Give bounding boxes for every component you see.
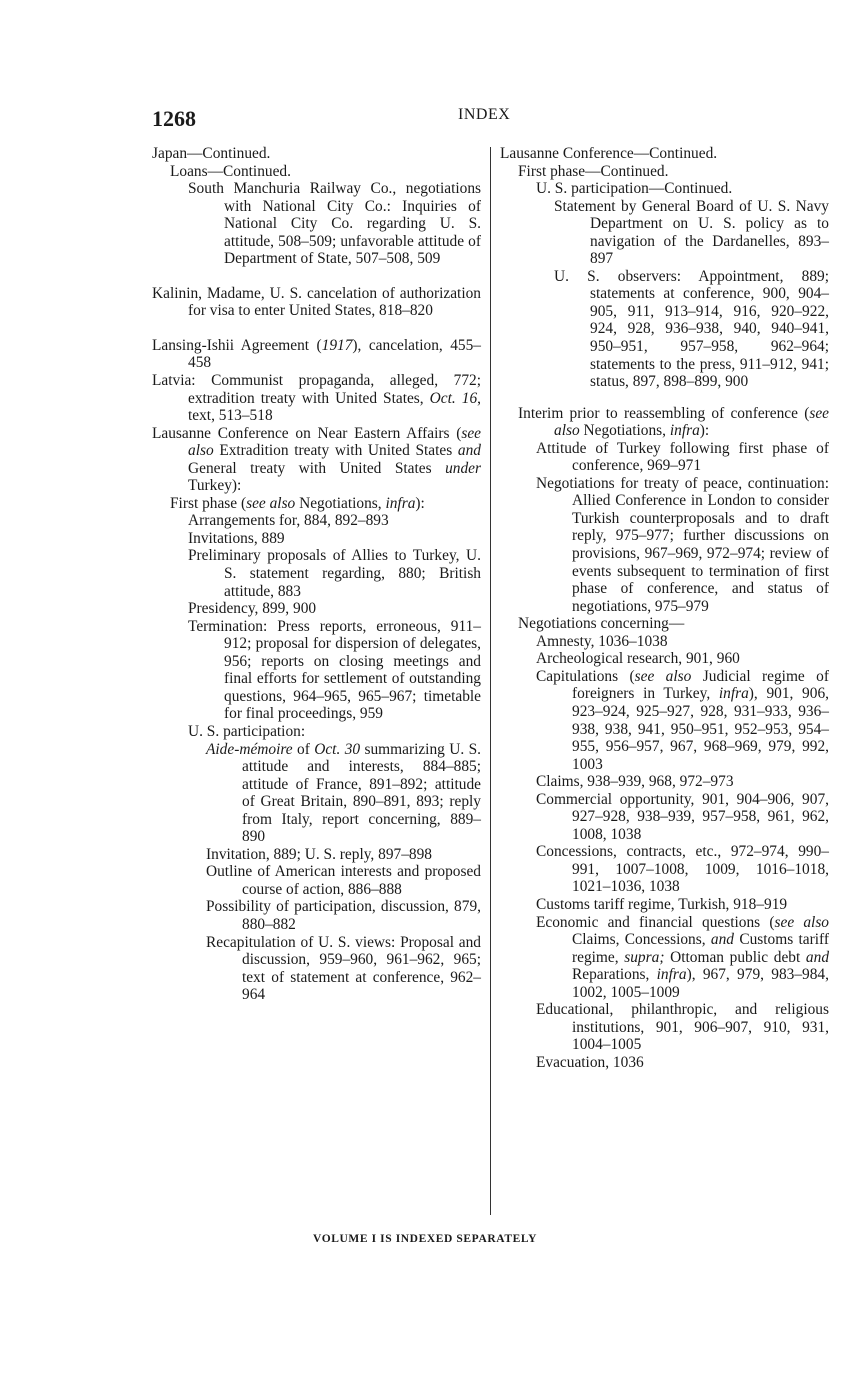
index-entry: Lansing-Ishii Agreement (1917), cancelation, 455–458 (152, 336, 481, 372)
index-entry: Attitude of Turkey following first phase of conference, 969–971 (536, 439, 829, 475)
index-entry: Interim prior to reassembling of conference (see also Negotiations, infra): (518, 404, 829, 440)
index-entry: Recapitulation of U. S. views: Proposal and discussion, 959–960, 961–962, 965; text of statement at conference, 962–964 (206, 933, 481, 1004)
index-entry: Termination: Press reports, erroneous, 911–912; proposal for dispersion of delegates, 956; reports on closing meetings and final efforts for settlement of outstanding questions, 964–965, 965–967; timetable for final proceedings, 959 (188, 617, 481, 723)
index-entry: U. S. observers: Appointment, 889; statements at conference, 900, 904–905, 911, 913–914, 916, 920–922, 924, 928, 936–938, 940, 940–941, 950–951, 957–958, 962–964; statements to the press, 911–912, 941; status, 897, 898–899, 900 (554, 267, 829, 391)
index-entry: Arrangements for, 884, 892–893 (188, 512, 389, 530)
index-entry: U. S. participation—Continued. (536, 180, 733, 198)
index-entry: Economic and financial questions (see also Claims, Concessions, and Customs tariff regime, supra; Ottoman public debt and Reparations, infra), 967, 979, 983–984, 1002, 1005–1009 (536, 913, 830, 1001)
page-number: 1268 (152, 106, 196, 131)
index-entry: Possibility of participation, discussion, 879, 880–882 (206, 898, 481, 933)
index-entry: Commercial opportunity, 901, 904–906, 907, 927–928, 938–939, 957–958, 961, 962, 1008, 1038 (536, 790, 829, 843)
index-entry: Lausanne Conference on Near Eastern Affairs (see also Extradition treaty with United States and General treaty with United States under Turkey): (152, 424, 481, 495)
footer-note: VOLUME I IS INDEXED SEPARATELY (313, 1233, 537, 1245)
running-head: INDEX (458, 106, 511, 123)
entry-spacer (500, 391, 829, 405)
index-entry: Invitation, 889; U. S. reply, 897–898 (206, 845, 432, 863)
index-entry: Presidency, 899, 900 (188, 600, 317, 618)
index-entry: South Manchuria Railway Co., negotiations with National City Co.: Inquiries of National City Co. regarding U. S. attitude, 508–509; unfavorable attitude of Department of State, 507–508, 509 (188, 180, 481, 268)
index-entry: Capitulations (see also Judicial regime of foreigners in Turkey, infra), 901, 906, 923–924, 925–927, 928, 931–933, 936–938, 938, 941, 950–951, 952–953, 954–955, 956–957, 967, 968–969, 979, 992, 1003 (536, 667, 829, 773)
index-entry: Educational, philanthropic, and religious institutions, 901, 906–907, 910, 931, 1004–1005 (536, 1001, 829, 1054)
index-entry: Lausanne Conference—Continued. (500, 145, 718, 162)
index-entry: Negotiations concerning— (518, 615, 685, 633)
index-entry: Claims, 938–939, 968, 972–973 (536, 773, 734, 791)
index-entry: Negotiations for treaty of peace, continuation: Allied Conference in London to consider Turkish counterproposals and to draft reply, 975–977; further discussions on provisions, 967–969, 972–974; review of events subsequent to termination of first phase of conference, and status of negotiations, 975–979 (536, 474, 829, 615)
index-entry: Japan—Continued. (152, 145, 271, 162)
left-index-column (152, 145, 481, 1004)
index-entry: Kalinin, Madame, U. S. cancelation of authorization for visa to enter United States, 818–820 (152, 284, 481, 320)
column-divider (490, 147, 491, 1215)
entry-spacer (152, 268, 481, 285)
index-entry: First phase—Continued. (518, 162, 669, 180)
right-index-column (500, 145, 829, 1071)
index-entry: Customs tariff regime, Turkish, 918–919 (536, 895, 788, 913)
index-entry: Invitations, 889 (188, 529, 285, 547)
index-entry: Loans—Continued. (170, 162, 291, 180)
index-entry: Preliminary proposals of Allies to Turkey, U. S. statement regarding, 880; British attitude, 883 (188, 547, 481, 600)
index-entry: Outline of American interests and proposed course of action, 886–888 (206, 863, 481, 898)
index-entry: U. S. participation: (188, 722, 306, 740)
index-entry: Archeological research, 901, 960 (536, 650, 740, 668)
index-entry: Latvia: Communist propaganda, alleged, 772; extradition treaty with United States, Oct. 16, text, 513–518 (152, 372, 481, 425)
index-entry: First phase (see also Negotiations, infra): (170, 494, 425, 512)
index-entry: Statement by General Board of U. S. Navy Department on U. S. policy as to navigation of the Dardanelles, 893–897 (554, 197, 829, 268)
entry-spacer (152, 320, 481, 337)
index-entry: Amnesty, 1036–1038 (536, 632, 668, 650)
index-entry: Evacuation, 1036 (536, 1053, 644, 1071)
index-entry: Aide-mémoire of Oct. 30 summarizing U. S. attitude and interests, 884–885; attitude of France, 891–892; attitude of Great Britain, 890–891, 893; reply from Italy, report concerning, 889–890 (206, 740, 481, 846)
index-entry: Concessions, contracts, etc., 972–974, 990–991, 1007–1008, 1009, 1016–1018, 1021–1036, 1038 (536, 843, 829, 896)
